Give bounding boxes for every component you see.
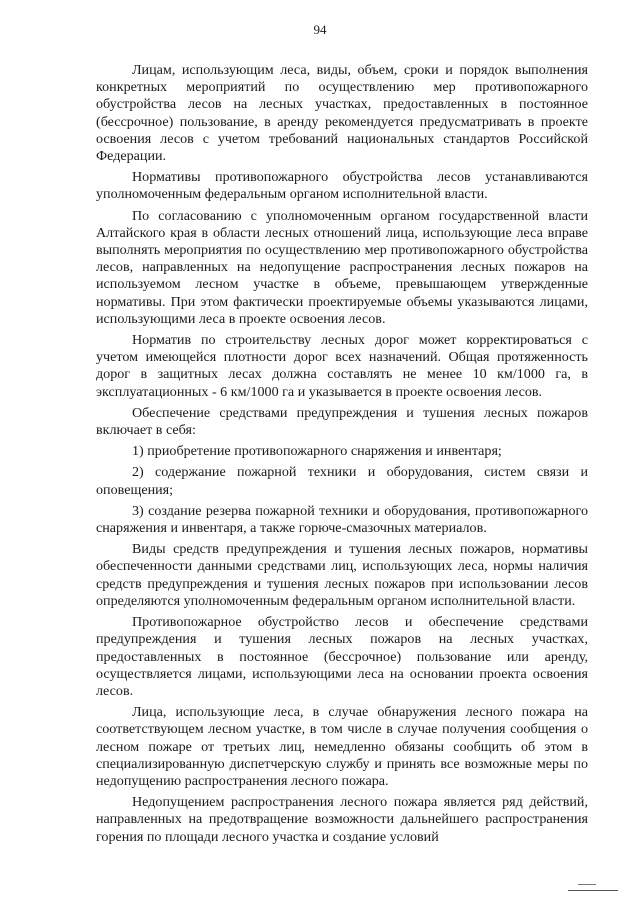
- paragraph: Виды средств предупреждения и тушения лесных пожаров, нормативы обеспеченности данными средствами лиц, использующих леса, нормы наличия средств предупреждения и тушения лесных пожаров при использовании лесов определяются уполномоченным федеральным органом исполнительной власти.: [96, 541, 588, 609]
- paragraph: Противопожарное обустройство лесов и обеспечение средствами предупреждения и тушения лесных пожаров на лесных участках, предоставленных в постоянное (бессрочное) пользование или аренду, осуществляется лицами, использующими леса на основании проекта освоения лесов.: [96, 614, 588, 699]
- paragraph: Лица, использующие леса, в случае обнаружения лесного пожара на соответствующем лесном участке, в том числе в случае получения сообщения о лесном пожаре от третьих лиц, немедленно обязаны сообщить об этом в специализированную диспетчерскую службу и принять все возможные меры по недопущению распространения лесного пожара.: [96, 704, 588, 789]
- paragraph: Нормативы противопожарного обустройства лесов устанавливаются уполномоченным федеральным органом исполнительной власти.: [96, 169, 588, 203]
- list-item: 1) приобретение противопожарного снаряжения и инвентаря;: [132, 443, 502, 460]
- list-item: 3) создание резерва пожарной техники и оборудования, противопожарного снаряжения и инвентаря, а также горюче-смазочных материалов.: [96, 502, 588, 537]
- paragraph: По согласованию с уполномоченным органом государственной власти Алтайского края в области лесных отношений лица, использующие леса вправе выполнять мероприятия по осуществлению мер противопожарного обустройства лесов, направленных на недопущение распространения лесных пожаров на используемом лесном участке в объеме, превышающем утвержденные нормативы. При этом фактически проектируемые объемы указываются лицами, использующими леса в проекте освоения лесов.: [96, 207, 588, 327]
- paragraph: Лицам, использующим леса, виды, объем, сроки и порядок выполнения конкретных мероприятий по осуществлению мер противопожарного обустройства лесов на лесных участках, предоставленных в постоянное (бессрочное) пользование, в аренду рекомендуется предусматривать в проекте освоения лесов с учетом требований национальных стандартов Российской Федерации.: [96, 62, 588, 165]
- paragraph: Норматив по строительству лесных дорог может корректироваться с учетом имеющейся плотности дорог всех назначений. Общая протяженность дорог в защитных лесах должна составлять не менее 10 км/1000 га, в эксплуатационных - 6 км/1000 га и указывается в проекте освоения лесов.: [96, 332, 588, 400]
- paragraph: Обеспечение средствами предупреждения и тушения лесных пожаров включает в себя:: [96, 404, 588, 439]
- scan-mark: [578, 884, 596, 885]
- paragraph: Недопущением распространения лесного пожара является ряд действий, направленных на предотвращение возможности дальнейшего распространения горения по площади лесного участка и создание условий: [96, 794, 588, 845]
- document-body: [96, 62, 588, 850]
- list-item: 2) содержание пожарной техники и оборудования, систем связи и оповещения;: [96, 464, 588, 498]
- page-number: 94: [313, 22, 327, 37]
- scan-mark: [568, 890, 618, 891]
